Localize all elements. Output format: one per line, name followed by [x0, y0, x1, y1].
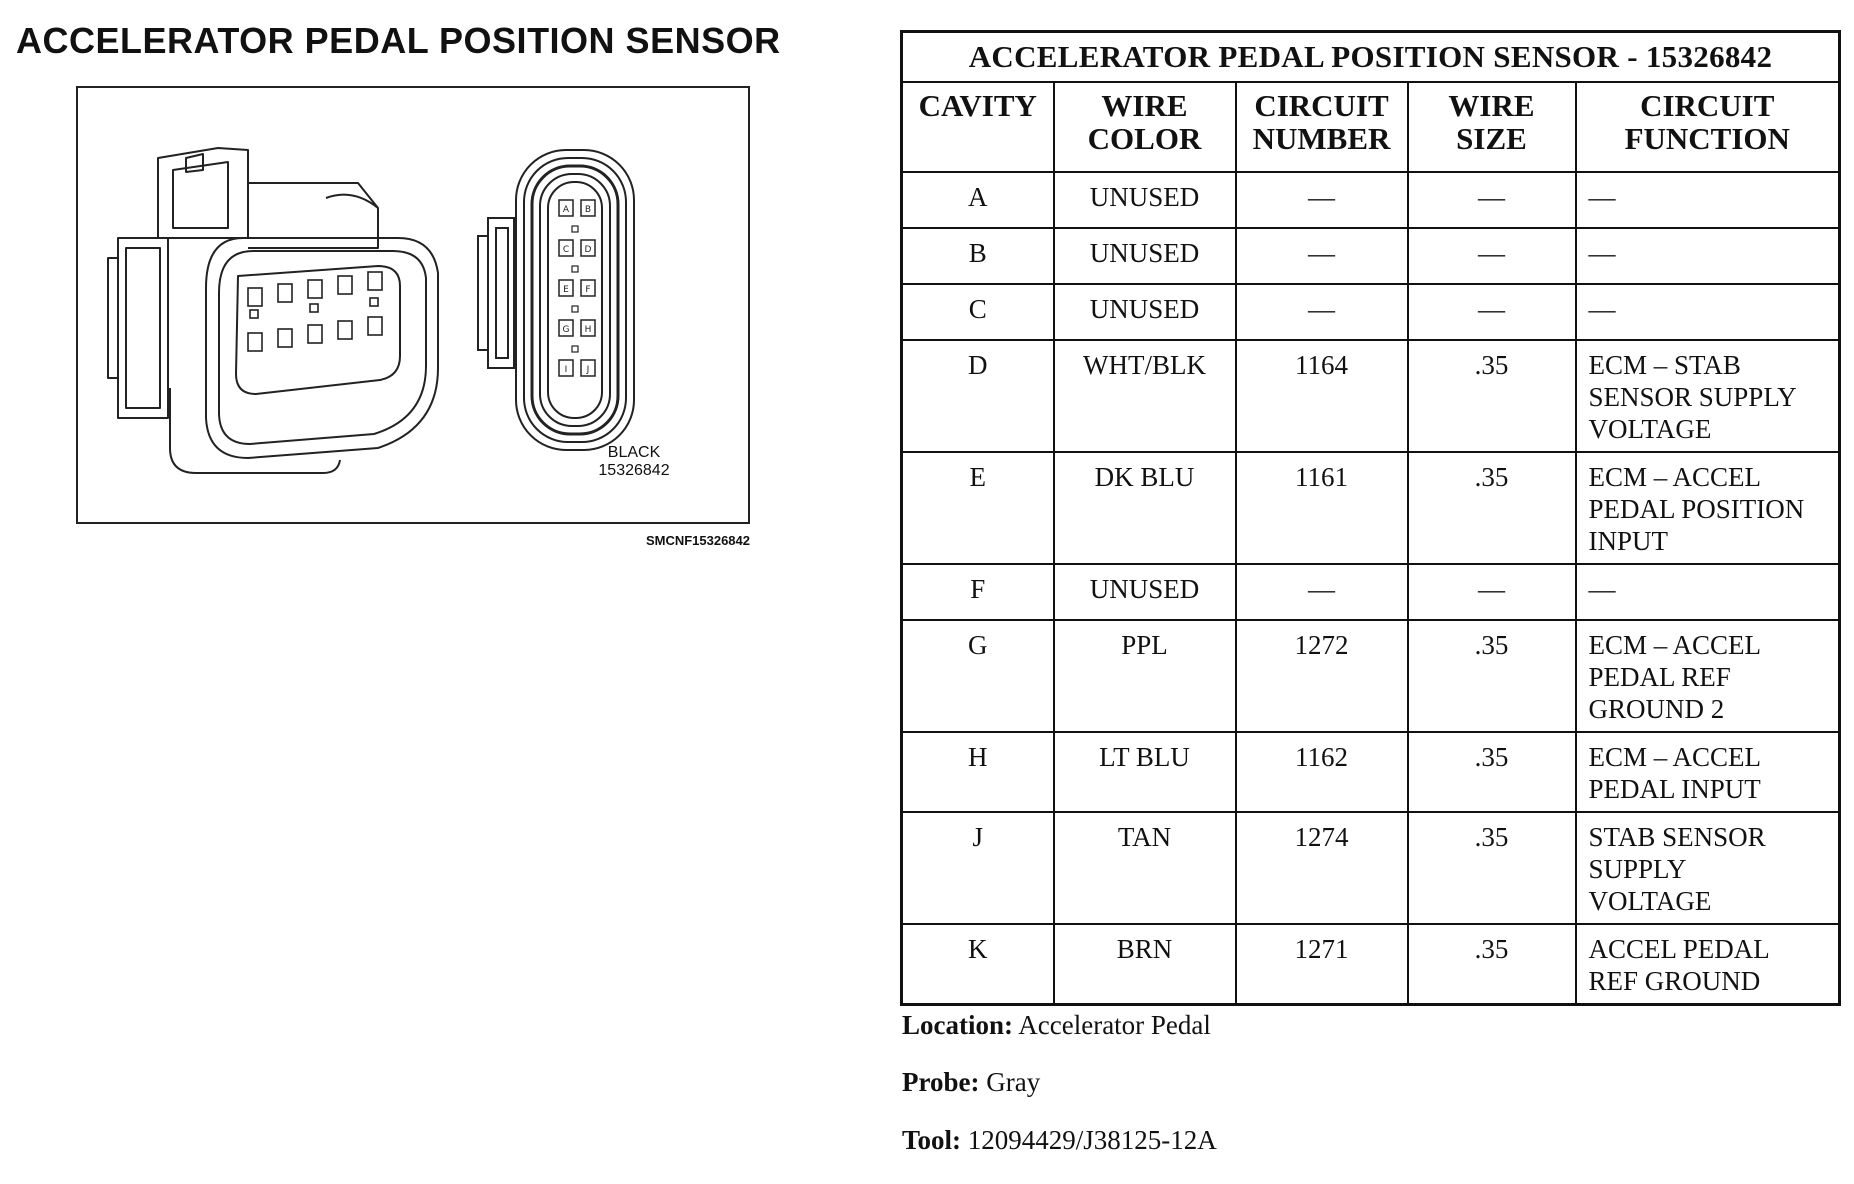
- cell-cavity: D: [902, 340, 1054, 452]
- function-line: ECM – ACCEL: [1588, 630, 1762, 660]
- cavity-letter: A: [562, 205, 570, 215]
- cell-wire-color: LT BLU: [1054, 732, 1236, 812]
- cell-circuit-function: [1576, 812, 1840, 924]
- connector-color: BLACK: [607, 444, 661, 461]
- table-row: [902, 172, 1840, 228]
- cell-wire-color: DK BLU: [1054, 452, 1236, 564]
- location-value: Accelerator Pedal: [1018, 1010, 1211, 1040]
- cell-wire-size: .35: [1408, 812, 1576, 924]
- cell-cavity: C: [902, 284, 1054, 340]
- cavity-key: [572, 346, 578, 352]
- cell-wire-size: —: [1408, 228, 1576, 284]
- function-line: REF GROUND: [1588, 966, 1761, 996]
- function-line: —: [1588, 574, 1616, 604]
- cavity-key: [572, 306, 578, 312]
- cell-circuit-function: [1576, 284, 1840, 340]
- table-row: [902, 812, 1840, 924]
- cavity-letter: H: [584, 325, 592, 335]
- table-row: [902, 228, 1840, 284]
- table-row: [902, 564, 1840, 620]
- connector-side-cavities: [248, 272, 382, 351]
- cell-circuit-function: [1576, 228, 1840, 284]
- cavity-key: [572, 266, 578, 272]
- tool-label: Tool:: [902, 1125, 962, 1155]
- function-line: ECM – STAB: [1588, 350, 1741, 380]
- cell-circuit-number: 1274: [1236, 812, 1408, 924]
- function-line: —: [1588, 238, 1616, 268]
- cavity-letter: B: [584, 205, 592, 215]
- cell-circuit-function: [1576, 732, 1840, 812]
- cavity-letter: J: [586, 365, 590, 375]
- cell-circuit-number: —: [1236, 564, 1408, 620]
- tool-value: 12094429/J38125-12A: [967, 1125, 1217, 1155]
- cell-circuit-function: [1576, 620, 1840, 732]
- connector-title: ACCELERATOR PEDAL POSITION SENSOR: [16, 20, 781, 61]
- cell-cavity: E: [902, 452, 1054, 564]
- cell-circuit-number: 1164: [1236, 340, 1408, 452]
- cavity-letter: F: [585, 285, 591, 295]
- pinout-table-title: ACCELERATOR PEDAL POSITION SENSOR - 15326842: [902, 32, 1840, 83]
- cell-cavity: K: [902, 924, 1054, 1005]
- cell-circuit-number: —: [1236, 228, 1408, 284]
- tool-line: [902, 1125, 1217, 1156]
- cell-wire-color: TAN: [1054, 812, 1236, 924]
- header-circuit-function: CIRCUIT FUNCTION: [1576, 82, 1840, 172]
- table-row: [902, 924, 1840, 1005]
- cell-wire-size: —: [1408, 564, 1576, 620]
- table-row: [902, 620, 1840, 732]
- function-line: SUPPLY: [1588, 854, 1687, 884]
- header-circuit-number: CIRCUIT NUMBER: [1236, 82, 1408, 172]
- cell-cavity: F: [902, 564, 1054, 620]
- cell-circuit-function: [1576, 564, 1840, 620]
- cell-wire-size: .35: [1408, 732, 1576, 812]
- probe-value: Gray: [986, 1067, 1041, 1097]
- cavity-letter: D: [584, 245, 592, 255]
- cavity-key: [572, 226, 578, 232]
- function-line: PEDAL REF: [1588, 662, 1731, 692]
- cell-cavity: J: [902, 812, 1054, 924]
- function-line: PEDAL POSITION: [1588, 494, 1805, 524]
- cell-wire-color: BRN: [1054, 924, 1236, 1005]
- location-line: [902, 1010, 1211, 1041]
- cell-wire-size: —: [1408, 284, 1576, 340]
- cell-circuit-number: —: [1236, 172, 1408, 228]
- function-line: VOLTAGE: [1588, 886, 1712, 916]
- cell-wire-color: PPL: [1054, 620, 1236, 732]
- connector-face-view: [478, 150, 634, 450]
- cell-circuit-number: 1272: [1236, 620, 1408, 732]
- cell-cavity: G: [902, 620, 1054, 732]
- figure-code: SMCNF15326842: [645, 533, 750, 548]
- cell-wire-color: UNUSED: [1054, 172, 1236, 228]
- cell-wire-size: .35: [1408, 924, 1576, 1005]
- function-line: GROUND 2: [1588, 694, 1725, 724]
- header-cavity: CAVITY: [902, 82, 1054, 172]
- cell-wire-color: WHT/BLK: [1054, 340, 1236, 452]
- cell-cavity: B: [902, 228, 1054, 284]
- cell-wire-size: .35: [1408, 452, 1576, 564]
- function-line: ECM – ACCEL: [1588, 462, 1762, 492]
- function-line: ACCEL PEDAL: [1588, 934, 1770, 964]
- cell-wire-color: UNUSED: [1054, 564, 1236, 620]
- probe-line: [902, 1067, 1040, 1098]
- cell-wire-color: UNUSED: [1054, 284, 1236, 340]
- cell-circuit-function: [1576, 340, 1840, 452]
- cell-circuit-number: —: [1236, 284, 1408, 340]
- function-line: ECM – ACCEL: [1588, 742, 1762, 772]
- cell-circuit-function: [1576, 172, 1840, 228]
- function-line: VOLTAGE: [1588, 414, 1712, 444]
- cell-circuit-number: 1162: [1236, 732, 1408, 812]
- cell-circuit-function: [1576, 924, 1840, 1005]
- table-row: [902, 284, 1840, 340]
- cell-cavity: A: [902, 172, 1054, 228]
- pinout-table: [900, 30, 1841, 1006]
- connector-side-view: [108, 148, 438, 473]
- cavity-letter: E: [563, 285, 569, 295]
- cell-wire-size: .35: [1408, 620, 1576, 732]
- cell-circuit-number: 1161: [1236, 452, 1408, 564]
- cell-wire-size: .35: [1408, 340, 1576, 452]
- function-line: —: [1588, 182, 1616, 212]
- function-line: SENSOR SUPPLY: [1588, 382, 1797, 412]
- cell-wire-size: —: [1408, 172, 1576, 228]
- cavity-letter: I: [564, 365, 568, 375]
- function-line: INPUT: [1588, 526, 1668, 556]
- table-row: [902, 452, 1840, 564]
- cavity-letter: C: [562, 245, 570, 255]
- function-line: —: [1588, 294, 1616, 324]
- header-wire-size: WIRE SIZE: [1408, 82, 1576, 172]
- cell-cavity: H: [902, 732, 1054, 812]
- cell-circuit-function: [1576, 452, 1840, 564]
- location-label: Location:: [902, 1010, 1013, 1040]
- table-row: [902, 732, 1840, 812]
- header-wire-color: WIRE COLOR: [1054, 82, 1236, 172]
- probe-label: Probe:: [902, 1067, 980, 1097]
- connector-cavity-grid: [559, 200, 595, 376]
- connector-part-number: 15326842: [598, 462, 670, 479]
- cell-circuit-number: 1271: [1236, 924, 1408, 1005]
- function-line: STAB SENSOR: [1588, 822, 1766, 852]
- cell-wire-color: UNUSED: [1054, 228, 1236, 284]
- table-row: [902, 340, 1840, 452]
- function-line: PEDAL INPUT: [1588, 774, 1761, 804]
- cavity-letter: G: [562, 325, 570, 335]
